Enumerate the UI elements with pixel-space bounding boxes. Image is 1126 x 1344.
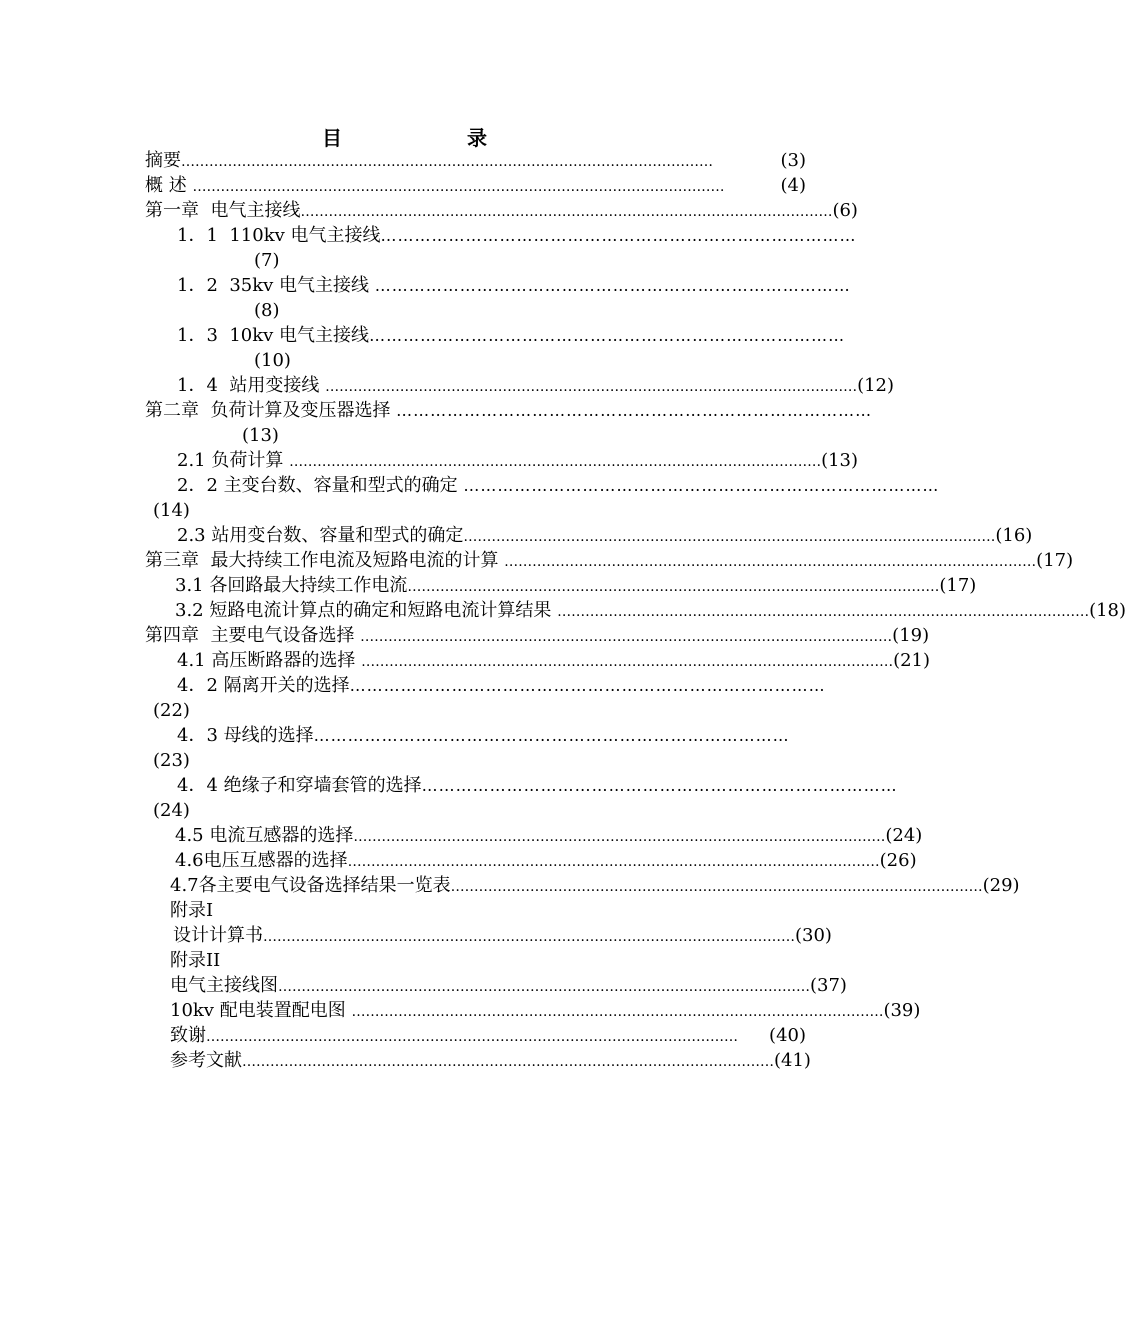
- toc-entry-leader-dots: ……………………………………………………………………………………………………: [206, 1029, 738, 1045]
- toc-entry-label: 4.6电压互感器的选择: [175, 850, 348, 871]
- toc-entry-page-number: (39): [883, 1000, 921, 1021]
- toc-entry-leader-dots: ……………………………………………………………………………………………………: [347, 854, 880, 870]
- toc-entry-label: 1．4 站用变接线: [177, 375, 326, 396]
- toc-entry-label: 概 述: [145, 175, 193, 196]
- toc-entry-page-number: (16): [995, 525, 1033, 546]
- toc-entry-label: 4．3 母线的选择: [177, 725, 314, 746]
- toc-entry-label: 4.7各主要电气设备选择结果一览表: [170, 875, 451, 896]
- toc-entry[interactable]: [177, 373, 895, 398]
- toc-entry[interactable]: [177, 448, 859, 473]
- toc-entry-page-number: (6): [832, 200, 858, 221]
- toc-entry[interactable]: [145, 173, 806, 198]
- toc-entry[interactable]: [177, 723, 806, 748]
- toc-entry-page-number: (13): [821, 450, 859, 471]
- toc-entry-leader-dots: ……………………………………………………………………………………………………: [450, 879, 983, 895]
- toc-entry-leader-dots: …………………………………………………………………………: [369, 326, 846, 345]
- toc-entry[interactable]: [177, 648, 931, 673]
- toc-entry-page-number-wrapped: (13): [242, 425, 279, 446]
- toc-entry-label: 第一章 电气主接线: [145, 200, 301, 221]
- toc-entry-page-number-wrapped: (24): [153, 800, 190, 821]
- toc-entry-label: 4.1 高压断路器的选择: [177, 650, 362, 671]
- toc-entry-label: 摘要: [145, 150, 181, 171]
- toc-entry-leader-dots: ……………………………………………………………………………………………………: [463, 529, 996, 545]
- toc-entry[interactable]: [145, 623, 930, 648]
- toc-entry-label: 2.3 站用变台数、容量和型式的确定: [177, 525, 464, 546]
- toc-entry[interactable]: [175, 573, 977, 598]
- toc-entry-label: 2．2 主变台数、容量和型式的确定: [177, 475, 464, 496]
- toc-entry[interactable]: [177, 673, 826, 698]
- toc-entry-leader-dots: …………………………………………………………………………: [374, 276, 851, 295]
- toc-entry-label: 致谢: [170, 1025, 206, 1046]
- toc-entry-leader-dots: …………………………………………………………………………: [380, 226, 857, 245]
- toc-entry-leader-dots: ……………………………………………………………………………………………………: [242, 1054, 774, 1070]
- toc-entry[interactable]: [145, 548, 1074, 573]
- toc-title-char-1: 目: [322, 126, 342, 150]
- toc-entry-leader-dots: ……………………………………………………………………………………………………: [353, 829, 886, 845]
- toc-entry-page-number-wrapped: (10): [254, 350, 291, 371]
- toc-entry-label: 1．3 10kv 电气主接线: [177, 325, 370, 346]
- toc-entry-leader-dots: ……………………………………………………………………………………………………: [360, 629, 893, 645]
- toc-entry[interactable]: [177, 323, 846, 348]
- toc-entry-leader-dots: …………………………………………………………………………: [421, 776, 898, 795]
- toc-entry-label: 4．4 绝缘子和穿墙套管的选择: [177, 775, 422, 796]
- toc-entry-page-number: (37): [810, 975, 847, 996]
- toc-entry-label: 第四章 主要电气设备选择: [145, 625, 361, 646]
- toc-entry-page-number: (41): [774, 1050, 811, 1071]
- toc-entry-page-number: (26): [879, 850, 917, 871]
- toc-entry-leader-dots: …………………………………………………………………………: [313, 726, 790, 745]
- toc-entry-leader-dots: ……………………………………………………………………………………………………: [300, 204, 833, 220]
- toc-entry-leader-dots: …………………………………………………………………………: [349, 676, 826, 695]
- toc-entry-label: 参考文献: [170, 1050, 242, 1071]
- toc-entry[interactable]: [177, 773, 898, 798]
- toc-entry-label: 3.1 各回路最大持续工作电流: [175, 575, 408, 596]
- toc-entry[interactable]: [173, 923, 832, 948]
- toc-entry-label: 附录II: [170, 950, 221, 971]
- toc-entry-page-number-wrapped: (23): [153, 750, 190, 771]
- toc-entry[interactable]: [177, 473, 940, 498]
- toc-entry[interactable]: [145, 398, 873, 423]
- toc-entry-label: 电气主接线图: [170, 975, 278, 996]
- toc-entry[interactable]: [170, 873, 1020, 898]
- toc-entry-page-number: (19): [892, 625, 930, 646]
- toc-entry-page-number-wrapped: (7): [254, 250, 280, 271]
- toc-entry-label: 2.1 负荷计算: [177, 450, 290, 471]
- toc-entry-page-number: (21): [893, 650, 931, 671]
- toc-entry-leader-dots: ……………………………………………………………………………………………………: [263, 929, 795, 945]
- toc-entry-label: 4.5 电流互感器的选择: [175, 825, 354, 846]
- toc-entry-page-number-wrapped: (22): [153, 700, 190, 721]
- toc-entry-page-number-wrapped: (8): [254, 300, 280, 321]
- toc-entry-page-number: (29): [982, 875, 1020, 896]
- toc-entry[interactable]: [177, 523, 1033, 548]
- toc-entry-label: 附录I: [170, 900, 214, 921]
- toc-entry-page-number: (40): [769, 1025, 806, 1046]
- toc-entry-page-number: (17): [939, 575, 977, 596]
- toc-entry-leader-dots: ……………………………………………………………………………………………………: [325, 379, 858, 395]
- toc-title-char-2: 录: [467, 126, 487, 150]
- toc-entry-leader-dots: ……………………………………………………………………………………………………: [278, 979, 810, 995]
- toc-entry[interactable]: [170, 898, 806, 923]
- toc-entry[interactable]: [170, 998, 921, 1023]
- toc-entry[interactable]: [170, 948, 806, 973]
- toc-entry[interactable]: [177, 223, 857, 248]
- toc-entry[interactable]: [145, 148, 806, 173]
- toc-entry-label: 第三章 最大持续工作电流及短路电流的计算: [145, 550, 505, 571]
- toc-entry-leader-dots: ……………………………………………………………………………………………………: [289, 454, 822, 470]
- toc-entry-label: 3.2 短路电流计算点的确定和短路电流计算结果: [175, 600, 558, 621]
- toc-entry[interactable]: [170, 1048, 811, 1073]
- toc-entry-leader-dots: …………………………………………………………………………: [463, 476, 940, 495]
- toc-entry-leader-dots: ……………………………………………………………………………………………………: [557, 604, 1090, 620]
- toc-entry-page-number: (4): [780, 175, 806, 196]
- toc-entry-page-number: (17): [1036, 550, 1074, 571]
- toc-entry-label: 1．1 110kv 电气主接线: [177, 225, 381, 246]
- toc-entry-page-number: (12): [857, 375, 895, 396]
- toc-entry-leader-dots: ……………………………………………………………………………………………………: [407, 579, 940, 595]
- toc-entry-leader-dots: …………………………………………………………………………: [396, 401, 873, 420]
- toc-entry[interactable]: [170, 1023, 806, 1048]
- toc-entry-label: 设计计算书: [173, 925, 263, 946]
- toc-entry-page-number-wrapped: (14): [153, 500, 190, 521]
- toc-entry-label: 4．2 隔离开关的选择: [177, 675, 350, 696]
- toc-entry-leader-dots: ……………………………………………………………………………………………………: [351, 1004, 884, 1020]
- toc-entry[interactable]: [175, 598, 1126, 623]
- toc-entry-page-number: (24): [885, 825, 923, 846]
- toc-entry-leader-dots: ……………………………………………………………………………………………………: [181, 154, 713, 170]
- toc-entry-page-number: (18): [1089, 600, 1126, 621]
- toc-entry[interactable]: [175, 848, 917, 873]
- toc-entry[interactable]: [145, 198, 858, 223]
- toc-entry-leader-dots: ……………………………………………………………………………………………………: [192, 179, 725, 195]
- toc-entry-page-number: (3): [780, 150, 806, 171]
- toc-entry-leader-dots: ……………………………………………………………………………………………………: [504, 554, 1037, 570]
- toc-entry-leader-dots: ……………………………………………………………………………………………………: [361, 654, 894, 670]
- toc-entry-label: 1．2 35kv 电气主接线: [177, 275, 375, 296]
- toc-entry-label: 10kv 配电装置配电图: [170, 1000, 352, 1021]
- toc-entry[interactable]: [177, 273, 851, 298]
- toc-entry-label: 第二章 负荷计算及变压器选择: [145, 400, 397, 421]
- toc-entry[interactable]: [175, 823, 923, 848]
- toc-entry-page-number: (30): [795, 925, 832, 946]
- toc-entry[interactable]: [170, 973, 847, 998]
